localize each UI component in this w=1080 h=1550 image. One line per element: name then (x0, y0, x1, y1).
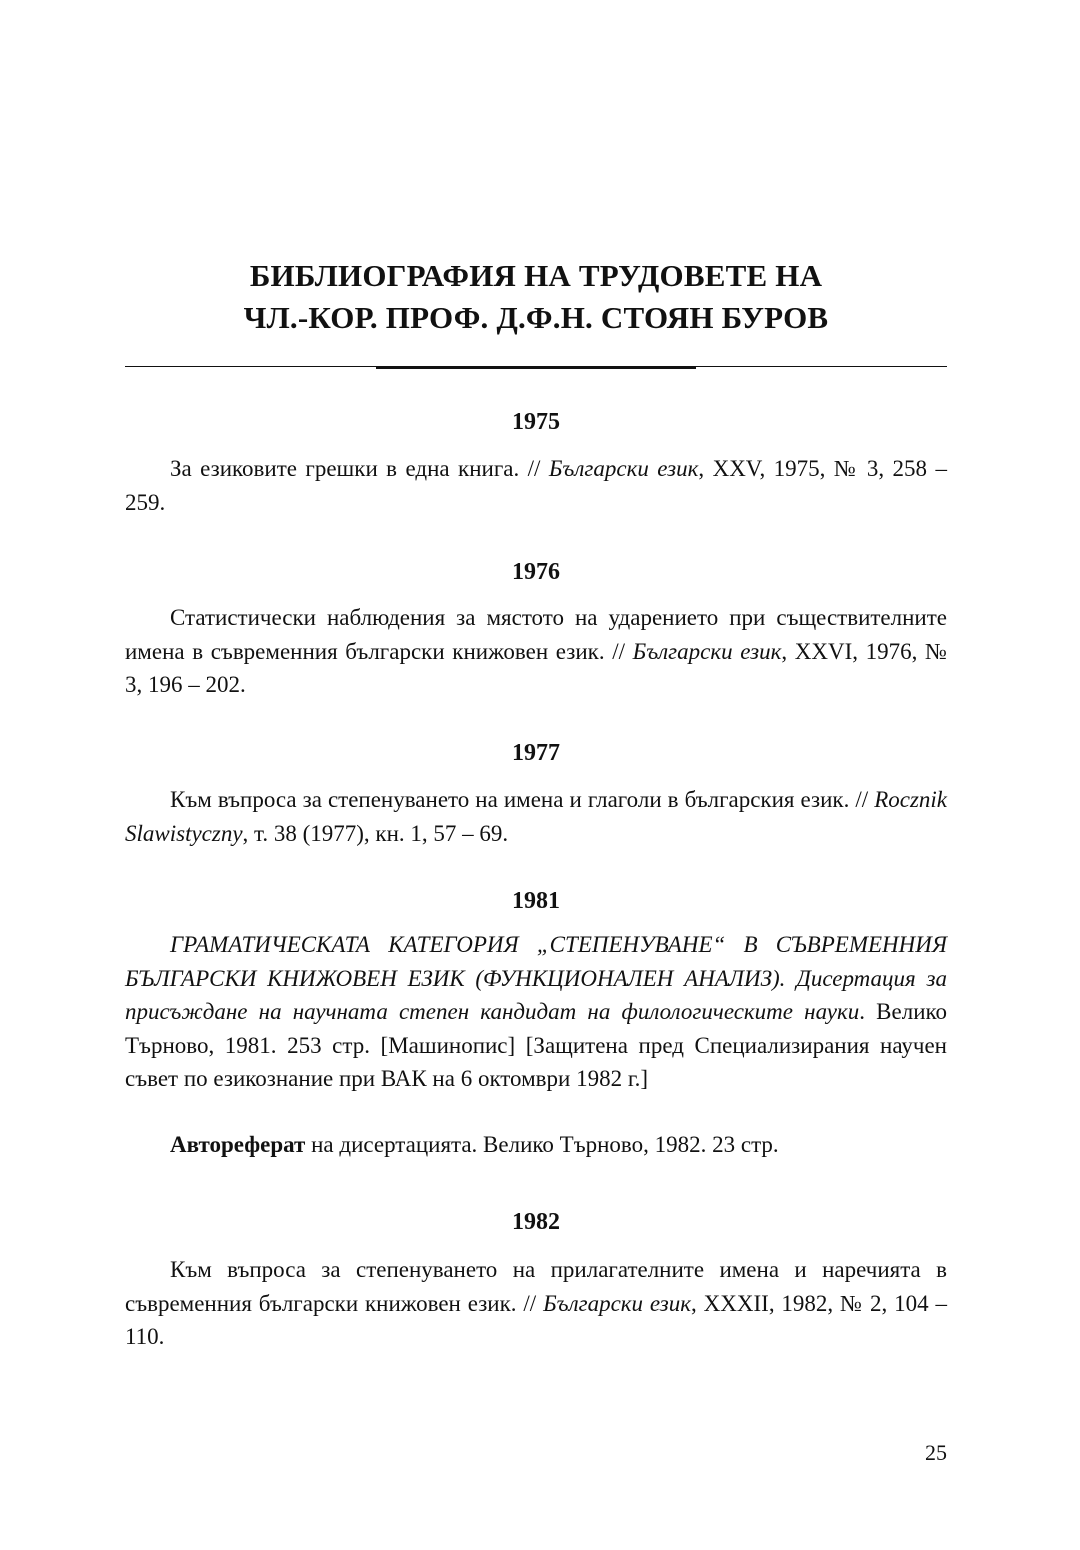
entry-details: . Велико Търново, 1981. 253 стр. [Машинопис] [Защитена пред Специализирания научен съвет по езикознание при ВАК на 6 октомври 1982 г.] (125, 999, 948, 1091)
bibliography-entry-1981-abstract (125, 1128, 947, 1162)
entry-details: на дисертацията. Велико Търново, 1982. 23 стр. (305, 1132, 779, 1157)
bibliography-entry-1977 (125, 783, 947, 850)
entry-text: За езиковите грешки в една книга. // (170, 456, 549, 481)
year-heading-1977: 1977 (512, 740, 560, 766)
bibliography-entry-1975 (125, 452, 947, 519)
entry-text: Към въпроса за степенуването на прилагателните имена и наречията в съвременния български книжовен език. // (125, 1257, 947, 1316)
page-title (125, 255, 947, 339)
title-divider-accent (376, 366, 696, 369)
title-line-1: БИБЛИОГРАФИЯ НА ТРУДОВЕТЕ НА (249, 258, 823, 293)
bibliography-entry-1982 (125, 1253, 947, 1354)
page-number: 25 (925, 1440, 947, 1465)
year-heading-1981: 1981 (512, 888, 560, 914)
entry-label: Автореферат (170, 1132, 306, 1157)
entry-details: , XXV, 1975, № 3, 258 – 259. (125, 456, 947, 515)
entry-details: , XXXII, 1982, № 2, 104 – 110. (125, 1290, 947, 1349)
bibliography-entry-1981-dissertation (125, 928, 947, 1096)
entry-journal: Български език (543, 1290, 692, 1316)
entry-journal: Български език (548, 456, 699, 481)
bibliography-entry-1976 (125, 601, 947, 702)
entry-text: Статистически наблюдения за мястото на ударението при съществителните имена в съвременния български книжовен език. // (125, 605, 947, 664)
year-heading-1975: 1975 (512, 409, 560, 435)
entry-details: , т. 38 (1977), кн. 1, 57 – 69. (242, 820, 509, 846)
year-heading-1976: 1976 (512, 559, 560, 585)
title-line-2: ЧЛ.-КОР. ПРОФ. Д.Ф.Н. СТОЯН БУРОВ (243, 300, 829, 335)
entry-text: Към въпроса за степенуването на имена и глаголи в българския език. // (170, 787, 875, 812)
entry-details: , XXVI, 1976, № 3, 196 – 202. (125, 638, 947, 697)
year-heading-1982: 1982 (512, 1209, 560, 1235)
entry-journal: Rocznik Slawistyczny (125, 787, 947, 846)
entry-journal: Български език (632, 638, 782, 664)
entry-title: ГРАМАТИЧЕСКАТА КАТЕГОРИЯ „СТЕПЕНУВАНЕ“ В СЪВРЕМЕННИЯ БЪЛГАРСКИ КНИЖОВЕН ЕЗИК (ФУНКЦИОНАЛЕН АНАЛИЗ). Дисертация за присъждане на научната степен кандидат на филологическите науки (125, 932, 947, 1024)
